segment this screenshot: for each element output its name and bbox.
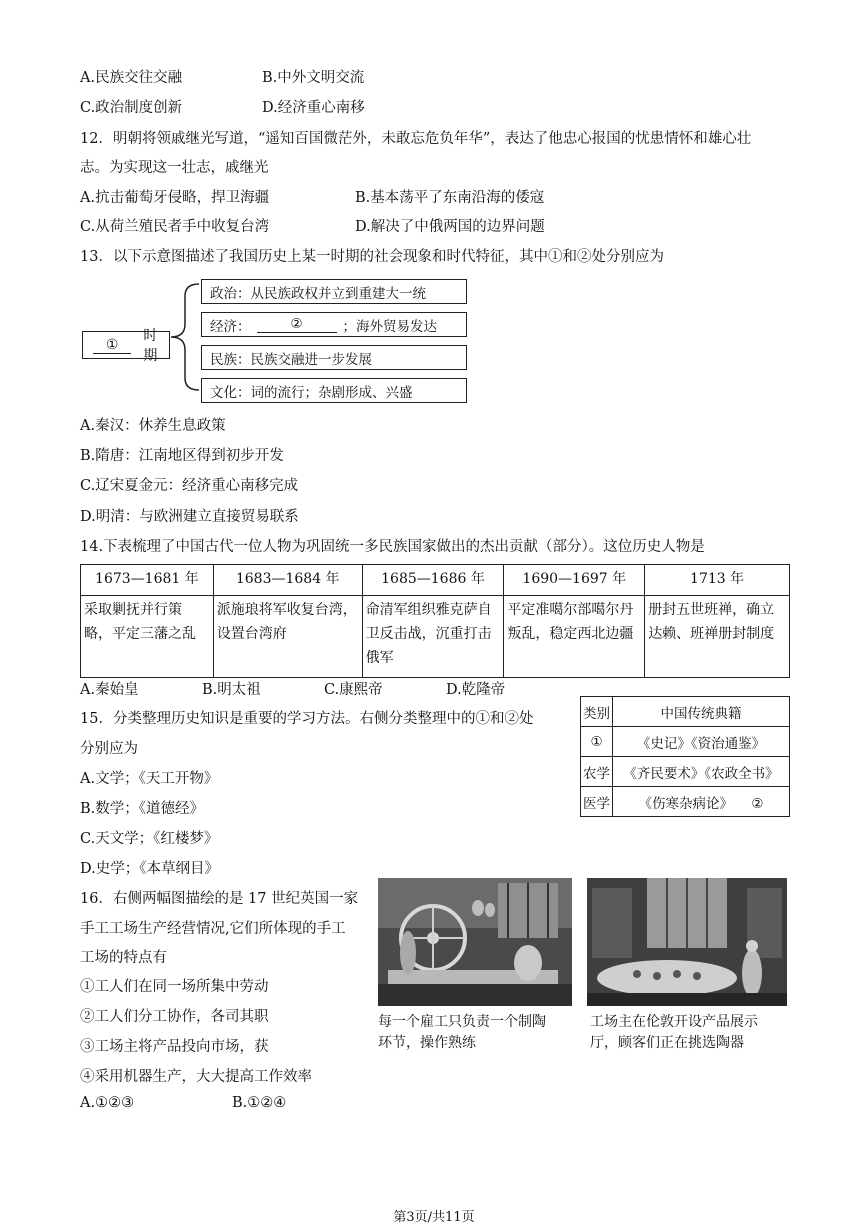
q16-statement-2: ②工人们分工协作，各司其职 [80, 1009, 269, 1025]
q16-statement-4: ④采用机器生产，大大提高工作效率 [80, 1069, 312, 1085]
q12-option-a: A.抗击葡萄牙侵略，捍卫海疆 [80, 190, 270, 206]
page-footer: 第3页/共11页 [393, 1210, 475, 1225]
table-cell: 命清军组织雅克萨自卫反击战，沉重打击俄军 [362, 596, 504, 678]
q11-option-a: A.民族交往交融 [80, 70, 183, 86]
diagram-brace [170, 282, 200, 392]
showroom-engraving [587, 878, 787, 1006]
q11-option-c: C.政治制度创新 [80, 100, 183, 116]
table-header: 1713 年 [645, 565, 790, 596]
q15-stem-line1: 15．分类整理历史知识是重要的学习方法。右侧分类整理中的①和②处 [80, 711, 534, 727]
q16-option-a: A.①②③ [80, 1095, 135, 1111]
img1-caption-line1: 每一个雇工只负责一个制陶 [378, 1014, 546, 1030]
q16-statement-3: ③工场主将产品投向市场，获 [80, 1039, 269, 1055]
pottery-workshop-engraving [378, 878, 572, 1006]
table-cell [613, 787, 790, 817]
q12-option-d: D.解决了中俄两国的边界问题 [355, 219, 545, 235]
table-header: 中国传统典籍 [613, 697, 790, 727]
q14-table [80, 564, 790, 678]
economy-blank: ② [257, 316, 337, 333]
q14-option-d: D.乾隆帝 [446, 682, 506, 698]
table-header: 1673—1681 年 [81, 565, 214, 596]
economy-prefix: 经济： [210, 318, 251, 335]
q15-table [580, 696, 790, 817]
q11-option-d: D.经济重心南移 [262, 100, 365, 116]
table-cell: 采取剿抚并行策略，平定三藩之乱 [81, 596, 214, 678]
img2-caption-line2: 厅，顾客们正在挑选陶器 [590, 1035, 744, 1051]
q14-option-a: A.秦始皇 [80, 682, 139, 698]
period-blank: ① [93, 337, 131, 354]
img2-caption-line1: 工场主在伦敦开设产品展示 [590, 1014, 758, 1030]
q15-option-c: C.天文学；《红楼梦》 [80, 831, 219, 847]
diagram-culture: 文化：词的流行；杂剧形成、兴盛 [201, 378, 467, 403]
table-cell: 医学 [581, 787, 613, 817]
q14-option-b: B.明太祖 [202, 682, 261, 698]
q16-statement-1: ①工人们在同一场所集中劳动 [80, 979, 269, 995]
q15-stem-line2: 分别应为 [80, 741, 138, 757]
q12-option-c: C.从荷兰殖民者手中收复台湾 [80, 219, 270, 235]
q13-option-a: A.秦汉：休养生息政策 [80, 418, 226, 434]
q12-option-b: B.基本荡平了东南沿海的倭寇 [355, 190, 545, 206]
q16-option-b: B.①②④ [232, 1095, 287, 1111]
q13-option-d: D.明清：与欧洲建立直接贸易联系 [80, 509, 299, 525]
period-suffix: 时期 [143, 328, 158, 364]
q16-stem-line1: 16．右侧两幅图描绘的是 17 世纪英国一家 [80, 891, 359, 907]
table-header: 1685—1686 年 [362, 565, 504, 596]
q14-stem: 14.下表梳理了中国古代一位人物为巩固统一多民族国家做出的杰出贡献（部分）。这位历史人物是 [80, 539, 705, 555]
img1-caption-line2: 环节，操作熟练 [378, 1035, 476, 1051]
table-cell: 《史记》《资治通鉴》 [613, 727, 790, 757]
q15-option-b: B.数学；《道德经》 [80, 801, 205, 817]
table-header: 1690—1697 年 [504, 565, 645, 596]
table-cell: 《齐民要术》《农政全书》 [613, 757, 790, 787]
table-cell: ① [581, 727, 613, 757]
table-cell: 农学 [581, 757, 613, 787]
q13-option-b: B.隋唐：江南地区得到初步开发 [80, 448, 284, 464]
period-box [82, 328, 170, 364]
diagram-politics: 政治：从民族政权并立到重建大一统 [201, 279, 467, 304]
diagram-ethnic: 民族：民族交融进一步发展 [201, 345, 467, 370]
diagram-economy [201, 312, 467, 337]
q13-stem: 13．以下示意图描述了我国历史上某一时期的社会现象和时代特征，其中①和②处分别应为 [80, 249, 664, 265]
table-cell: 平定准噶尔部噶尔丹叛乱，稳定西北边疆 [504, 596, 645, 678]
r3c2-text: 《伤寒杂病论》 [638, 795, 734, 812]
q14-option-c: C.康熙帝 [324, 682, 383, 698]
table-cell: 册封五世班禅，确立达赖、班禅册封制度 [645, 596, 790, 678]
table-header: 1683—1684 年 [213, 565, 362, 596]
q11-option-b: B.中外文明交流 [262, 70, 365, 86]
table-cell: 派施琅将军收复台湾，设置台湾府 [213, 596, 362, 678]
q13-option-c: C.辽宋夏金元：经济重心南移完成 [80, 478, 299, 494]
r3c2-blank: ② [751, 795, 764, 812]
q16-stem-line3: 工场的特点有 [80, 950, 167, 966]
q15-option-d: D.史学；《本草纲目》 [80, 861, 219, 877]
q16-stem-line2: 手工工场生产经营情况,它们所体现的手工 [80, 921, 346, 937]
q12-stem-line1: 12．明朝将领戚继光写道，“遥知百国微茫外，未敢忘危负年华”，表达了他忠心报国的忧患情怀和雄心壮 [80, 131, 752, 147]
q12-stem-line2: 志。为实现这一壮志，戚继光 [80, 160, 269, 176]
q15-option-a: A.文学；《天工开物》 [80, 771, 219, 787]
table-header: 类别 [581, 697, 613, 727]
economy-suffix: ；海外贸易发达 [342, 318, 437, 335]
